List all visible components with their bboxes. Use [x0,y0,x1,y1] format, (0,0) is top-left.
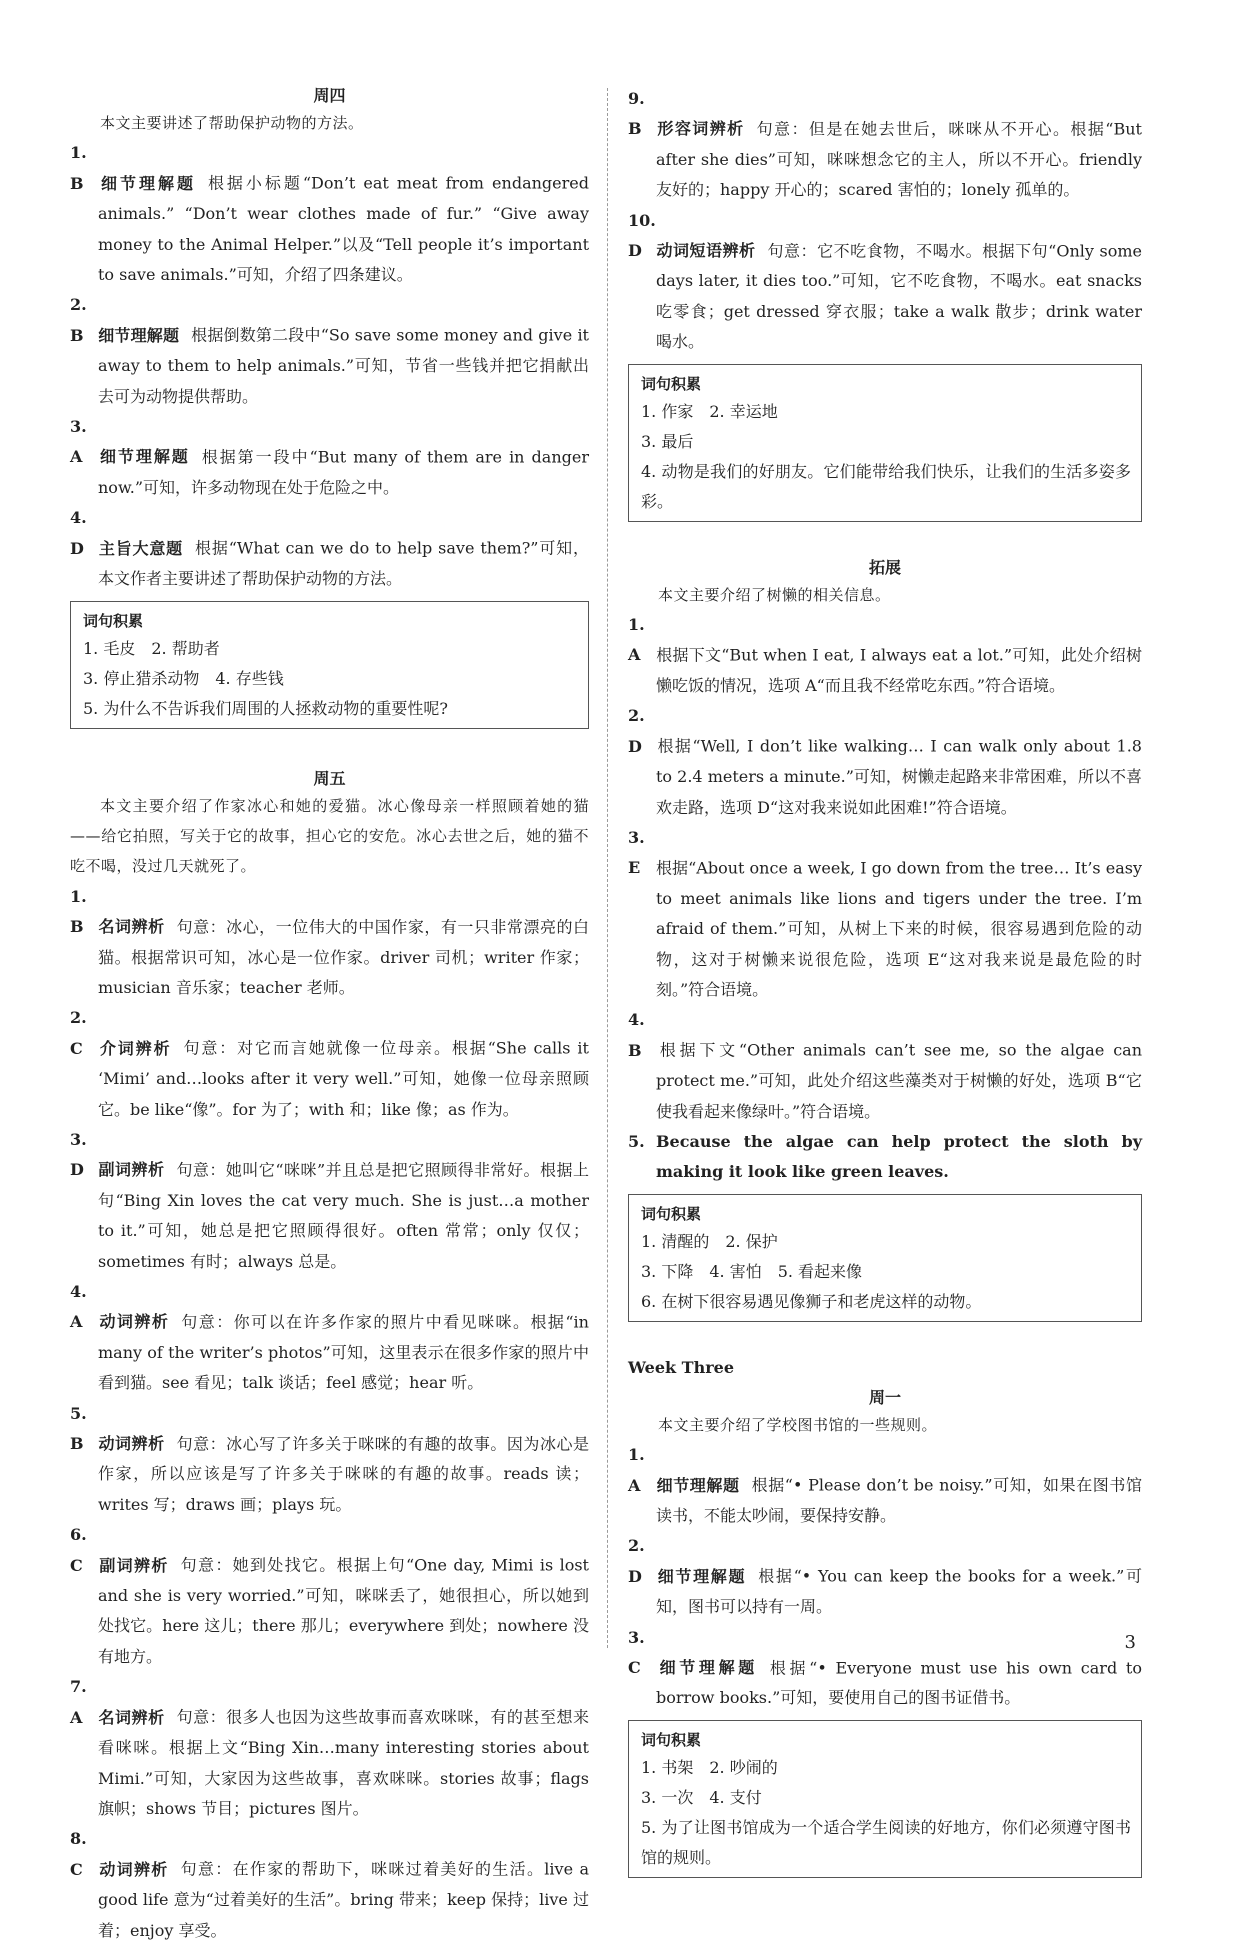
answer-item: 2. D 细节理解题 根据“• You can keep the books for a week.”可知，图书可以持有一周。 [628,1536,1142,1617]
right-column [628,84,1142,1878]
answer-item: 4. A 动词辨析 句意：你可以在许多作家的照片中看见咪咪。根据“in many of the writer’s photos”可知，这里表示在很多作家的照片中看到猫。see 看见；talk 谈话；feel 感觉；hear 听。 [70,1282,589,1393]
answer-item: 2. B 细节理解题 根据倒数第二段中“So save some money and give it away to them to help animals.”可知，节省一些钱并把它捐献出去可为动物提供帮助。 [70,295,589,406]
section-title: 周五 [313,768,346,788]
answer-item: 8. C 动词辨析 句意：在作家的帮助下，咪咪过着美好的生活。live a good life 意为“过着美好的生活”。bring 带来；keep 保持；live 过着；enjoy 享受。 [70,1829,589,1940]
vocab-line: 5. 为了让图书馆成为一个适合学生阅读的好地方，你们必须遵守图书馆的规则。 [641,1817,1131,1867]
answer-item: 2. C 介词辨析 句意：对它而言她就像一位母亲。根据“She calls it ‘Mimi’ and…looks after it very well.”可知，她像一位母亲照顾它。be like“像”。for 为了；with 和；like 像；as 作为。 [70,1008,589,1119]
answer-item: 3. E 根据“About once a week, I go down from the tree… It’s easy to meet animals like lions and tigers under the tree. I’m afraid of them.”可知，从树上下来的时候，很容易遇到危险的动物，这对于树懒来说很危险，选项 E“这对我来说是最危险的时刻。”符合语境。 [628,827,1142,999]
vocab-line: 1. 清醒的 2. 保护 [641,1231,778,1251]
answer-item: 3. D 副词辨析 句意：她叫它“咪咪”并且总是把它照顾得非常好。根据上句“Bing Xin loves the cat very much. She is just…a mother to it.”可知，她总是把它照顾得很好。often 常常；only 仅仅；sometimes 有时；always 总是。 [70,1129,589,1271]
vocab-line: 1. 书架 2. 吵闹的 [641,1757,778,1777]
answer-item: 4. B 根据下文“Other animals can’t see me, so the algae can protect me.”可知，此处介绍这些藻类对于树懒的好处，选项 B“它使我看起来像绿叶。”符合语境。 [628,1010,1142,1121]
section-title: 周一 [868,1387,901,1407]
vocab-title: 词句积累 [641,1730,702,1749]
vocab-line: 1. 作家 2. 幸运地 [641,401,778,421]
column-divider [607,88,608,1648]
vocab-box [628,1194,1142,1322]
answer-list [70,138,589,594]
week-heading: Week Three [628,1357,735,1377]
section-intro: 本文主要介绍了树懒的相关信息。 [658,585,891,604]
vocab-line: 4. 动物是我们的好朋友。它们能带给我们快乐，让我们的生活多姿多彩。 [641,461,1131,511]
answer-list [70,882,589,1946]
section-title: 拓展 [868,557,901,577]
vocab-title: 词句积累 [641,1204,702,1223]
page-number: 3 [1124,1632,1136,1653]
vocab-box [70,601,589,729]
answer-item: 6. C 副词辨析 句意：她到处找它。根据上句“One day, Mimi is lost and she is very worried.”可知，咪咪丢了，她很担心，所以她到处找它。here 这儿；there 那儿；everywhere 到处；nowhere 没有地方。 [70,1525,589,1666]
answer-item: 1. B 细节理解题 根据小标题“Don’t eat meat from endangered animals.” “Don’t wear clothes made of fur.” “Give away money to the Animal Helper.”以及“Tell people it’s important to save animals.”可知，介绍了四条建议。 [70,143,589,285]
answer-item: 5. B 动词辨析 句意：冰心写了许多关于咪咪的有趣的故事。因为冰心是作家，所以应该是写了许多关于咪咪的有趣的故事。reads 读；writes 写；draws 画；plays 玩。 [70,1403,589,1514]
section-intro: 本文主要介绍了作家冰心和她的爱猫。冰心像母亲一样照顾着她的猫——给它拍照，写关于它的故事，担心它的安危。冰心去世之后，她的猫不吃不喝，没过几天就死了。 [70,796,589,876]
answer-item: 9. B 形容词辨析 句意：但是在她去世后，咪咪从不开心。根据“But after she dies”可知，咪咪想念它的主人，所以不开心。friendly 友好的；happy 开心的；scared 害怕的；lonely 孤单的。 [628,89,1142,200]
vocab-title: 词句积累 [83,611,144,630]
vocab-line: 3. 一次 4. 支付 [641,1787,762,1807]
answer-item: 3. C 细节理解题 根据“• Everyone must use his own card to borrow books.”可知，要使用自己的图书证借书。 [628,1627,1142,1708]
answer-item: 3. A 细节理解题 根据第一段中“But many of them are in danger now.”可知，许多动物现在处于危险之中。 [70,417,589,497]
answer-item: 5. Because the algae can help protect the sloth by making it look like green leaves. [628,1131,1142,1182]
vocab-line: 3. 下降 4. 害怕 5. 看起来像 [641,1261,863,1281]
vocab-title: 词句积累 [641,374,702,393]
vocab-box [628,364,1142,522]
vocab-box [628,1720,1142,1878]
vocab-line: 6. 在树下很容易遇见像狮子和老虎这样的动物。 [641,1291,982,1311]
section-intro: 本文主要讲述了帮助保护动物的方法。 [100,114,364,132]
answer-list [628,610,1142,1188]
vocab-line: 3. 最后 [641,431,694,451]
vocab-line: 1. 毛皮 2. 帮助者 [83,638,220,658]
answer-item: 1. A 细节理解题 根据“• Please don’t be noisy.”可知，如果在图书馆读书，不能太吵闹，要保持安静。 [628,1445,1142,1525]
answer-list [628,84,1142,358]
answer-item: 1. A 根据下文“But when I eat, I always eat a lot.”可知，此处介绍树懒吃饭的情况，选项 A“而且我不经常吃东西。”符合语境。 [628,615,1142,695]
answer-item: 1. B 名词辨析 句意：冰心，一位伟大的中国作家，有一只非常漂亮的白猫。根据常识可知，冰心是一位作家。driver 司机；writer 作家；musician 音乐家；teacher 老师。 [70,886,589,997]
answer-item: 2. D 根据“Well, I don’t like walking… I can walk only about 1.8 to 2.4 meters a minute.”可知，树懒走起路来非常困难，所以不喜欢走路，选项 D“这对我来说如此困难!”符合语境。 [628,706,1142,817]
vocab-line: 5. 为什么不告诉我们周围的人拯救动物的重要性呢? [83,698,448,718]
answer-item: 10. D 动词短语辨析 句意：它不吃食物，不喝水。根据下句“Only some days later, it dies too.”可知，它不吃食物，不喝水。eat snacks 吃零食；get dressed 穿衣服；take a walk 散步；drink water 喝水。 [628,210,1142,352]
answer-item: 4. D 主旨大意题 根据“What can we do to help save them?”可知，本文作者主要讲述了帮助保护动物的方法。 [70,508,589,589]
section-intro: 本文主要介绍了学校图书馆的一些规则。 [658,1415,938,1434]
answer-list [628,1440,1142,1714]
section-title: 周四 [313,86,346,105]
left-column [70,84,589,1946]
vocab-line: 3. 停止猎杀动物 4. 存些钱 [83,668,284,688]
answer-item: 7. A 名词辨析 句意：很多人也因为这些故事而喜欢咪咪，有的甚至想来看咪咪。根据上文“Bing Xin…many interesting stories about Mimi.”可知，大家因为这些故事，喜欢咪咪。stories 故事；flags 旗帜；shows 节目；pictures 图片。 [70,1677,589,1818]
